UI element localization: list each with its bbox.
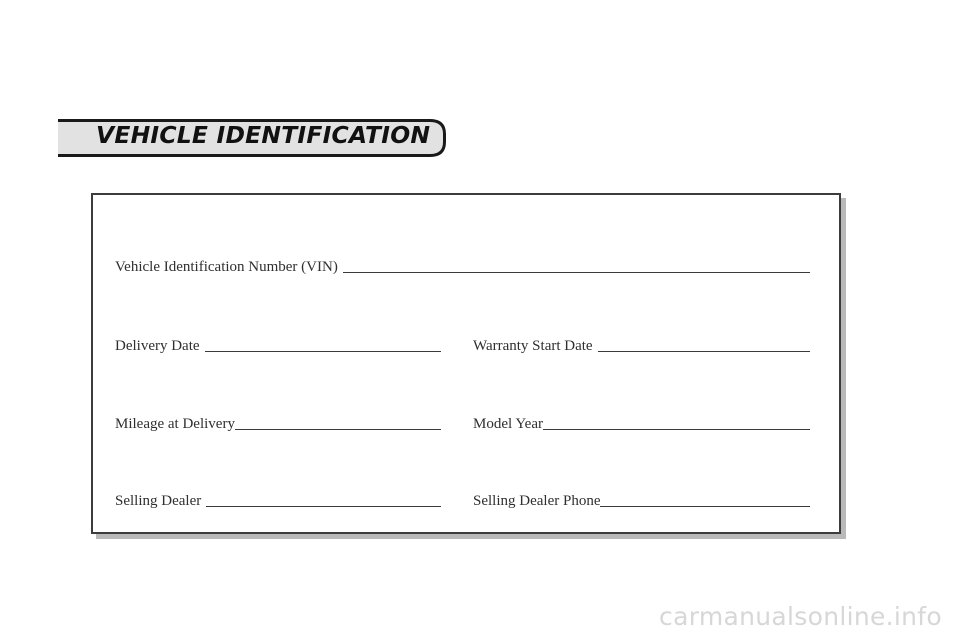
selling-dealer-blank-line[interactable]	[206, 492, 441, 507]
vin-label: Vehicle Identification Number (VIN)	[115, 259, 338, 275]
selling-dealer-phone-blank-line[interactable]	[600, 492, 810, 507]
vehicle-identification-form	[91, 193, 841, 534]
vin-blank-line[interactable]	[343, 258, 810, 273]
vin-field[interactable]	[115, 258, 810, 276]
model-year-blank-line[interactable]	[543, 415, 810, 430]
section-title: VEHICLE IDENTIFICATION	[96, 123, 431, 149]
model-year-field[interactable]	[473, 415, 810, 433]
warranty-start-date-label: Warranty Start Date	[473, 338, 593, 354]
selling-dealer-field[interactable]	[115, 492, 441, 510]
delivery-date-blank-line[interactable]	[205, 337, 441, 352]
delivery-date-label: Delivery Date	[115, 338, 200, 354]
watermark: carmanualsonline.info	[659, 602, 942, 631]
mileage-label: Mileage at Delivery	[115, 416, 235, 432]
selling-dealer-phone-field[interactable]	[473, 492, 810, 510]
warranty-start-date-blank-line[interactable]	[598, 337, 810, 352]
selling-dealer-label: Selling Dealer	[115, 493, 202, 509]
mileage-blank-line[interactable]	[235, 415, 441, 430]
section-header	[58, 119, 446, 157]
delivery-date-field[interactable]	[115, 337, 441, 355]
mileage-field[interactable]	[115, 415, 441, 433]
model-year-label: Model Year	[473, 416, 543, 432]
selling-dealer-phone-label: Selling Dealer Phone	[473, 493, 601, 509]
warranty-start-date-field[interactable]	[473, 337, 810, 355]
